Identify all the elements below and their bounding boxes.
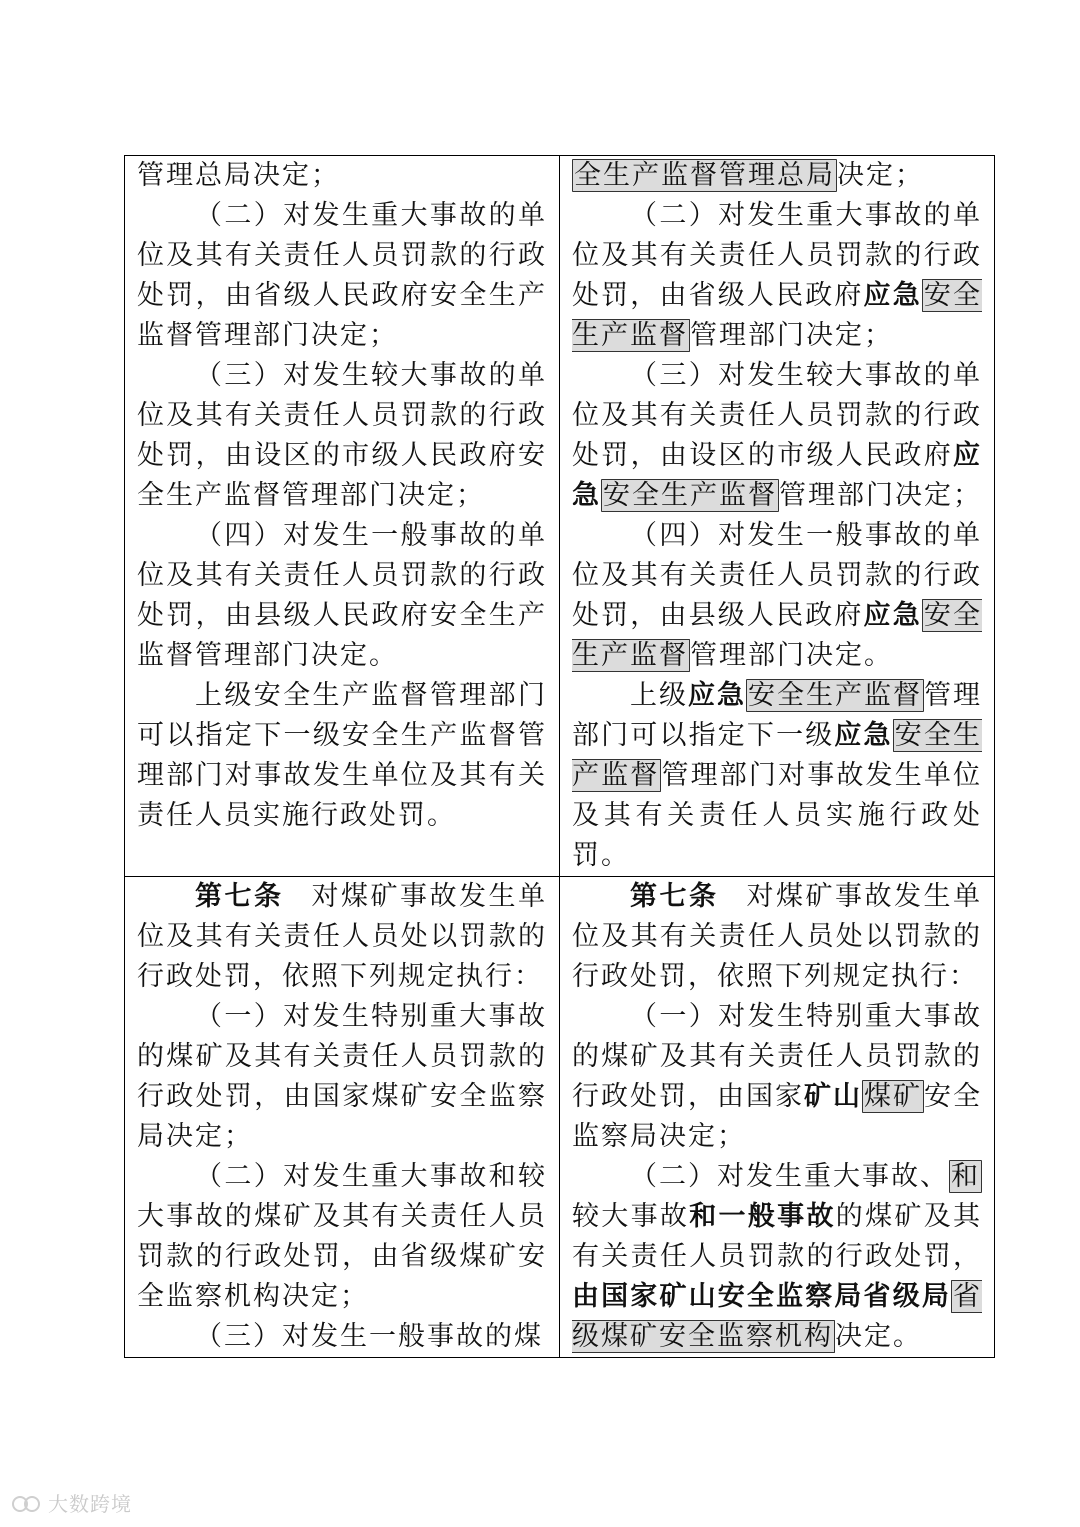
deleted-text: 煤矿: [864, 1081, 922, 1112]
text-segment: （三）对发生较大事故的单位及其有关责任人员罚款的行政处罚，由设区的市级人民政府: [572, 360, 982, 471]
paragraph: [572, 997, 982, 1157]
paragraph: [137, 1157, 547, 1317]
text-segment: （四）对发生一般事故的单位及其有关责任人员罚款的行政处罚，由县级人民政府: [572, 520, 982, 631]
text-segment: 管理部门可以指定下一级: [572, 680, 982, 751]
text-segment: （二）对发生重大事故、: [630, 1161, 949, 1192]
deleted-text: 安全生产监督: [748, 680, 922, 711]
text-segment: 管理部门决定；: [690, 320, 893, 351]
table-row: [125, 877, 995, 1358]
deleted-text: 全生产监督管理总局: [574, 160, 835, 191]
text-segment: （三）对发生较大事故的单位及其有关责任人员罚款的行政处罚，由设区的市级人民政府安全生产监督管理部门决定；: [137, 360, 547, 511]
deleted-text: 省级煤矿安全监察机构: [572, 1281, 982, 1352]
paragraph: [572, 877, 982, 997]
text-segment: （四）对发生一般事故的单位及其有关责任人员罚款的行政处罚，由县级人民政府安全生产监督管理部门决定。: [137, 520, 547, 671]
text-segment: 管理总局决定；: [137, 160, 340, 191]
text-segment: 决定。: [835, 1321, 922, 1352]
paragraph: [137, 1317, 547, 1357]
new-text: [572, 156, 982, 876]
watermark: [10, 1488, 132, 1517]
text-segment: 对煤矿事故发生单位及其有关责任人员处以罚款的行政处罚，依照下列规定执行：: [137, 881, 547, 992]
paragraph: [572, 1157, 982, 1357]
new-text: [572, 877, 982, 1357]
deleted-text: 和: [951, 1161, 980, 1192]
added-text: 由国家矿山安全监察局省级局: [572, 1281, 951, 1312]
deleted-text: 安全生产监督: [572, 280, 983, 351]
text-segment: 管理部门决定。: [690, 640, 893, 671]
added-text: 和一般事故: [689, 1201, 836, 1232]
text-segment: 管理部门决定；: [779, 480, 982, 511]
watermark-text: 大数跨境: [48, 1492, 132, 1516]
old-text: [137, 877, 547, 1357]
text-segment: （二）对发生重大事故的单位及其有关责任人员罚款的行政处罚，由省级人民政府: [572, 200, 982, 311]
new-text-cell: [560, 877, 995, 1358]
paragraph: [137, 997, 547, 1157]
paragraph: [572, 156, 982, 196]
paragraph: [137, 516, 547, 676]
text-segment: 上级安全生产监督管理部门可以指定下一级安全生产监督管理部门对事故发生单位及其有关责任人员实施行政处罚。: [137, 680, 547, 831]
old-text: [137, 156, 547, 836]
old-text-cell: [125, 877, 560, 1358]
watermark-logo-icon: [10, 1492, 44, 1514]
table-row: [125, 156, 995, 877]
text-segment: （三）对发生一般事故的煤: [195, 1321, 543, 1352]
paragraph: [572, 356, 982, 516]
deleted-text: 安全生产监督: [572, 720, 983, 791]
text-segment: （二）对发生重大事故和较大事故的煤矿及其有关责任人员罚款的行政处罚，由省级煤矿安全监察机构决定；: [137, 1161, 547, 1312]
text-segment: 决定；: [837, 160, 924, 191]
paragraph: [137, 196, 547, 356]
added-text: 应急: [688, 680, 746, 711]
paragraph: [137, 356, 547, 516]
comparison-table: [124, 155, 995, 1358]
added-text: 应急: [834, 720, 893, 751]
text-segment: 的煤矿及其有关责任人员罚款的行政处罚，: [572, 1201, 983, 1272]
paragraph: [572, 516, 982, 676]
text-segment: 上级: [630, 680, 688, 711]
paragraph: [137, 156, 547, 196]
text-segment: 管理部门对事故发生单位及其有关责任人员实施行政处罚。: [572, 760, 983, 871]
added-text: 应急: [572, 440, 982, 511]
new-text-cell: [560, 156, 995, 877]
added-text: 应急: [863, 600, 922, 631]
text-segment: 安全监察局决定；: [572, 1081, 982, 1152]
text-segment: （一）对发生特别重大事故的煤矿及其有关责任人员罚款的行政处罚，由国家煤矿安全监察局决定；: [137, 1001, 547, 1152]
old-text-cell: [125, 156, 560, 877]
added-text: 矿山: [804, 1081, 862, 1112]
deleted-text: 安全生产监督: [572, 600, 983, 671]
text-segment: （一）对发生特别重大事故的煤矿及其有关责任人员罚款的行政处罚，由国家: [572, 1001, 982, 1112]
paragraph: [137, 877, 547, 997]
paragraph: [572, 676, 982, 876]
article-heading: 第七条: [630, 881, 719, 912]
added-text: 应急: [863, 280, 922, 311]
text-segment: 较大事故: [572, 1201, 690, 1232]
deleted-text: 安全生产监督: [603, 480, 777, 511]
paragraph: [137, 676, 547, 836]
paragraph: [572, 196, 982, 356]
text-segment: 对煤矿事故发生单位及其有关责任人员处以罚款的行政处罚，依照下列规定执行：: [572, 881, 982, 992]
article-heading: 第七条: [195, 881, 284, 912]
text-segment: （二）对发生重大事故的单位及其有关责任人员罚款的行政处罚，由省级人民政府安全生产监督管理部门决定；: [137, 200, 547, 351]
